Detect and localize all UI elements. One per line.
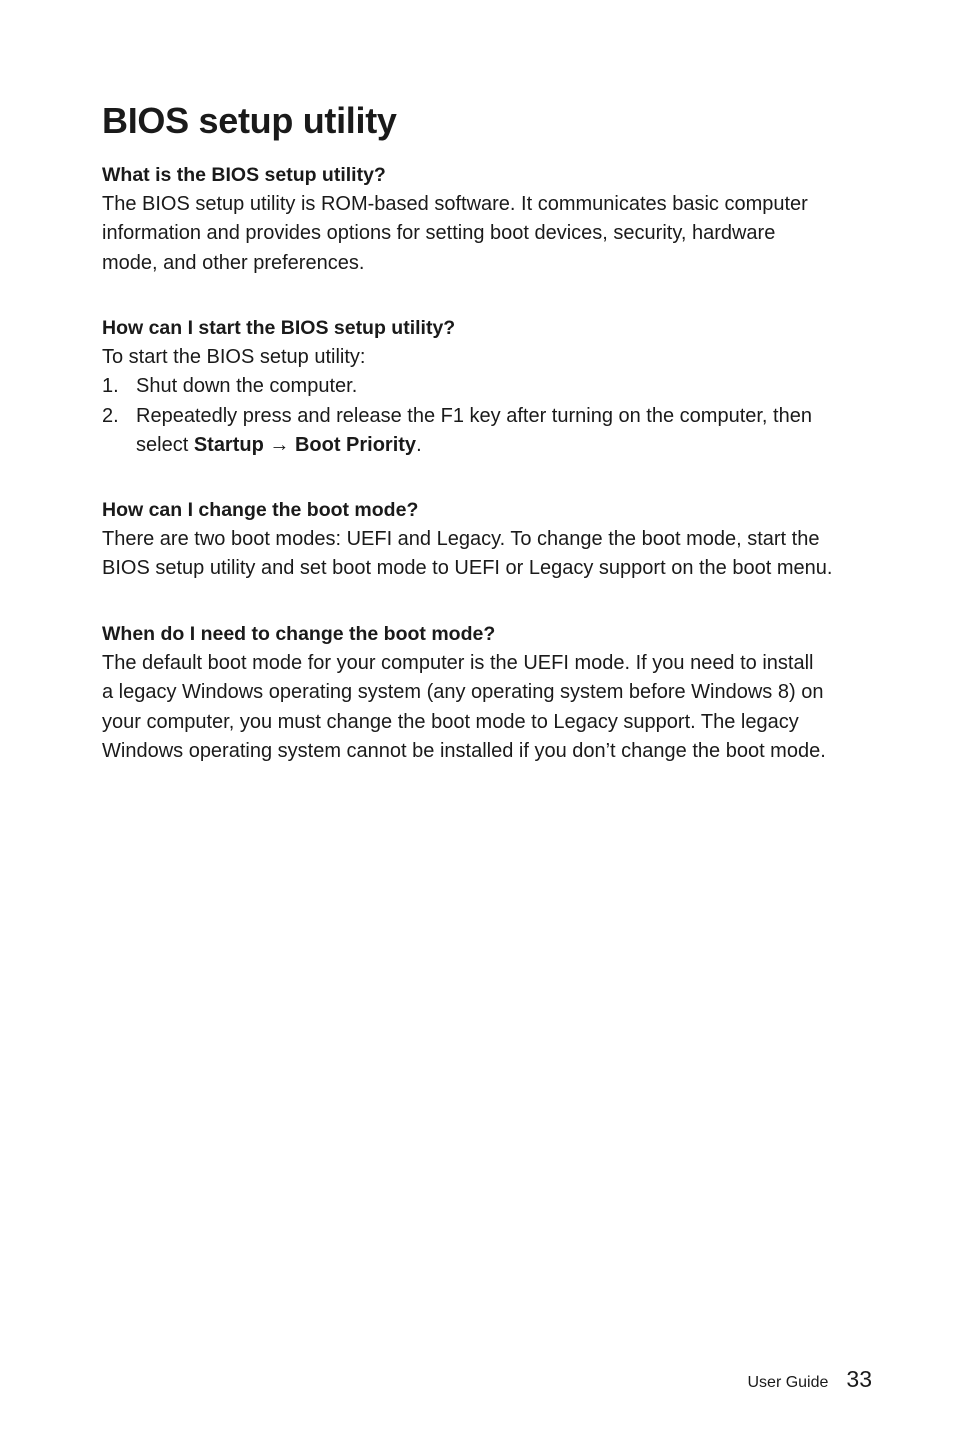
footer-label: User Guide: [747, 1374, 829, 1391]
paragraph-line: The BIOS setup utility is ROM-based software. It communicates basic computer: [102, 193, 808, 215]
list-item: [102, 372, 882, 401]
steps-list: [102, 372, 882, 460]
list-item: [102, 402, 882, 461]
page-footer: [747, 1366, 872, 1393]
menu-boot-priority: Boot Priority: [294, 433, 417, 456]
paragraph-line: The default boot mode for your computer is the UEFI mode. If you need to install: [102, 652, 814, 674]
section-heading: How can I start the BIOS setup utility?: [102, 317, 456, 339]
paragraph-line: your computer, you must change the boot mode to Legacy support. The legacy: [102, 710, 799, 733]
step-text-prefix: select: [136, 433, 194, 456]
section-start-bios: [102, 314, 882, 460]
page-number: 33: [846, 1366, 872, 1392]
section-what-is-bios: [102, 161, 882, 278]
step-text: Shut down the computer.: [136, 375, 358, 398]
paragraph-line: There are two boot modes: UEFI and Legacy. To change the boot mode, start the: [102, 528, 820, 550]
step-suffix: .: [416, 433, 422, 456]
paragraph-line: BIOS setup utility and set boot mode to UEFI or Legacy support on the boot menu.: [102, 557, 833, 580]
paragraph-line: a legacy Windows operating system (any operating system before Windows 8) on: [102, 681, 824, 704]
section-heading: How can I change the boot mode?: [102, 499, 419, 521]
step-number: 2.: [102, 404, 119, 427]
section-change-boot-mode: [102, 496, 882, 584]
step-number: 1.: [102, 375, 119, 398]
section-when-change-boot-mode: [102, 620, 882, 766]
step-text: Repeatedly press and release the F1 key after turning on the computer, then: [136, 404, 812, 427]
section-heading: When do I need to change the boot mode?: [102, 623, 496, 645]
paragraph-line: Windows operating system cannot be installed if you don’t change the boot mode.: [102, 739, 826, 762]
arrow-glyph: →: [263, 433, 295, 456]
section-heading: What is the BIOS setup utility?: [102, 164, 386, 186]
paragraph-line: information and provides options for setting boot devices, security, hardware: [102, 222, 776, 245]
page-title: BIOS setup utility: [102, 100, 397, 141]
menu-startup: Startup: [193, 433, 264, 456]
paragraph-intro: To start the BIOS setup utility:: [102, 346, 366, 368]
paragraph-line: mode, and other preferences.: [102, 251, 365, 274]
